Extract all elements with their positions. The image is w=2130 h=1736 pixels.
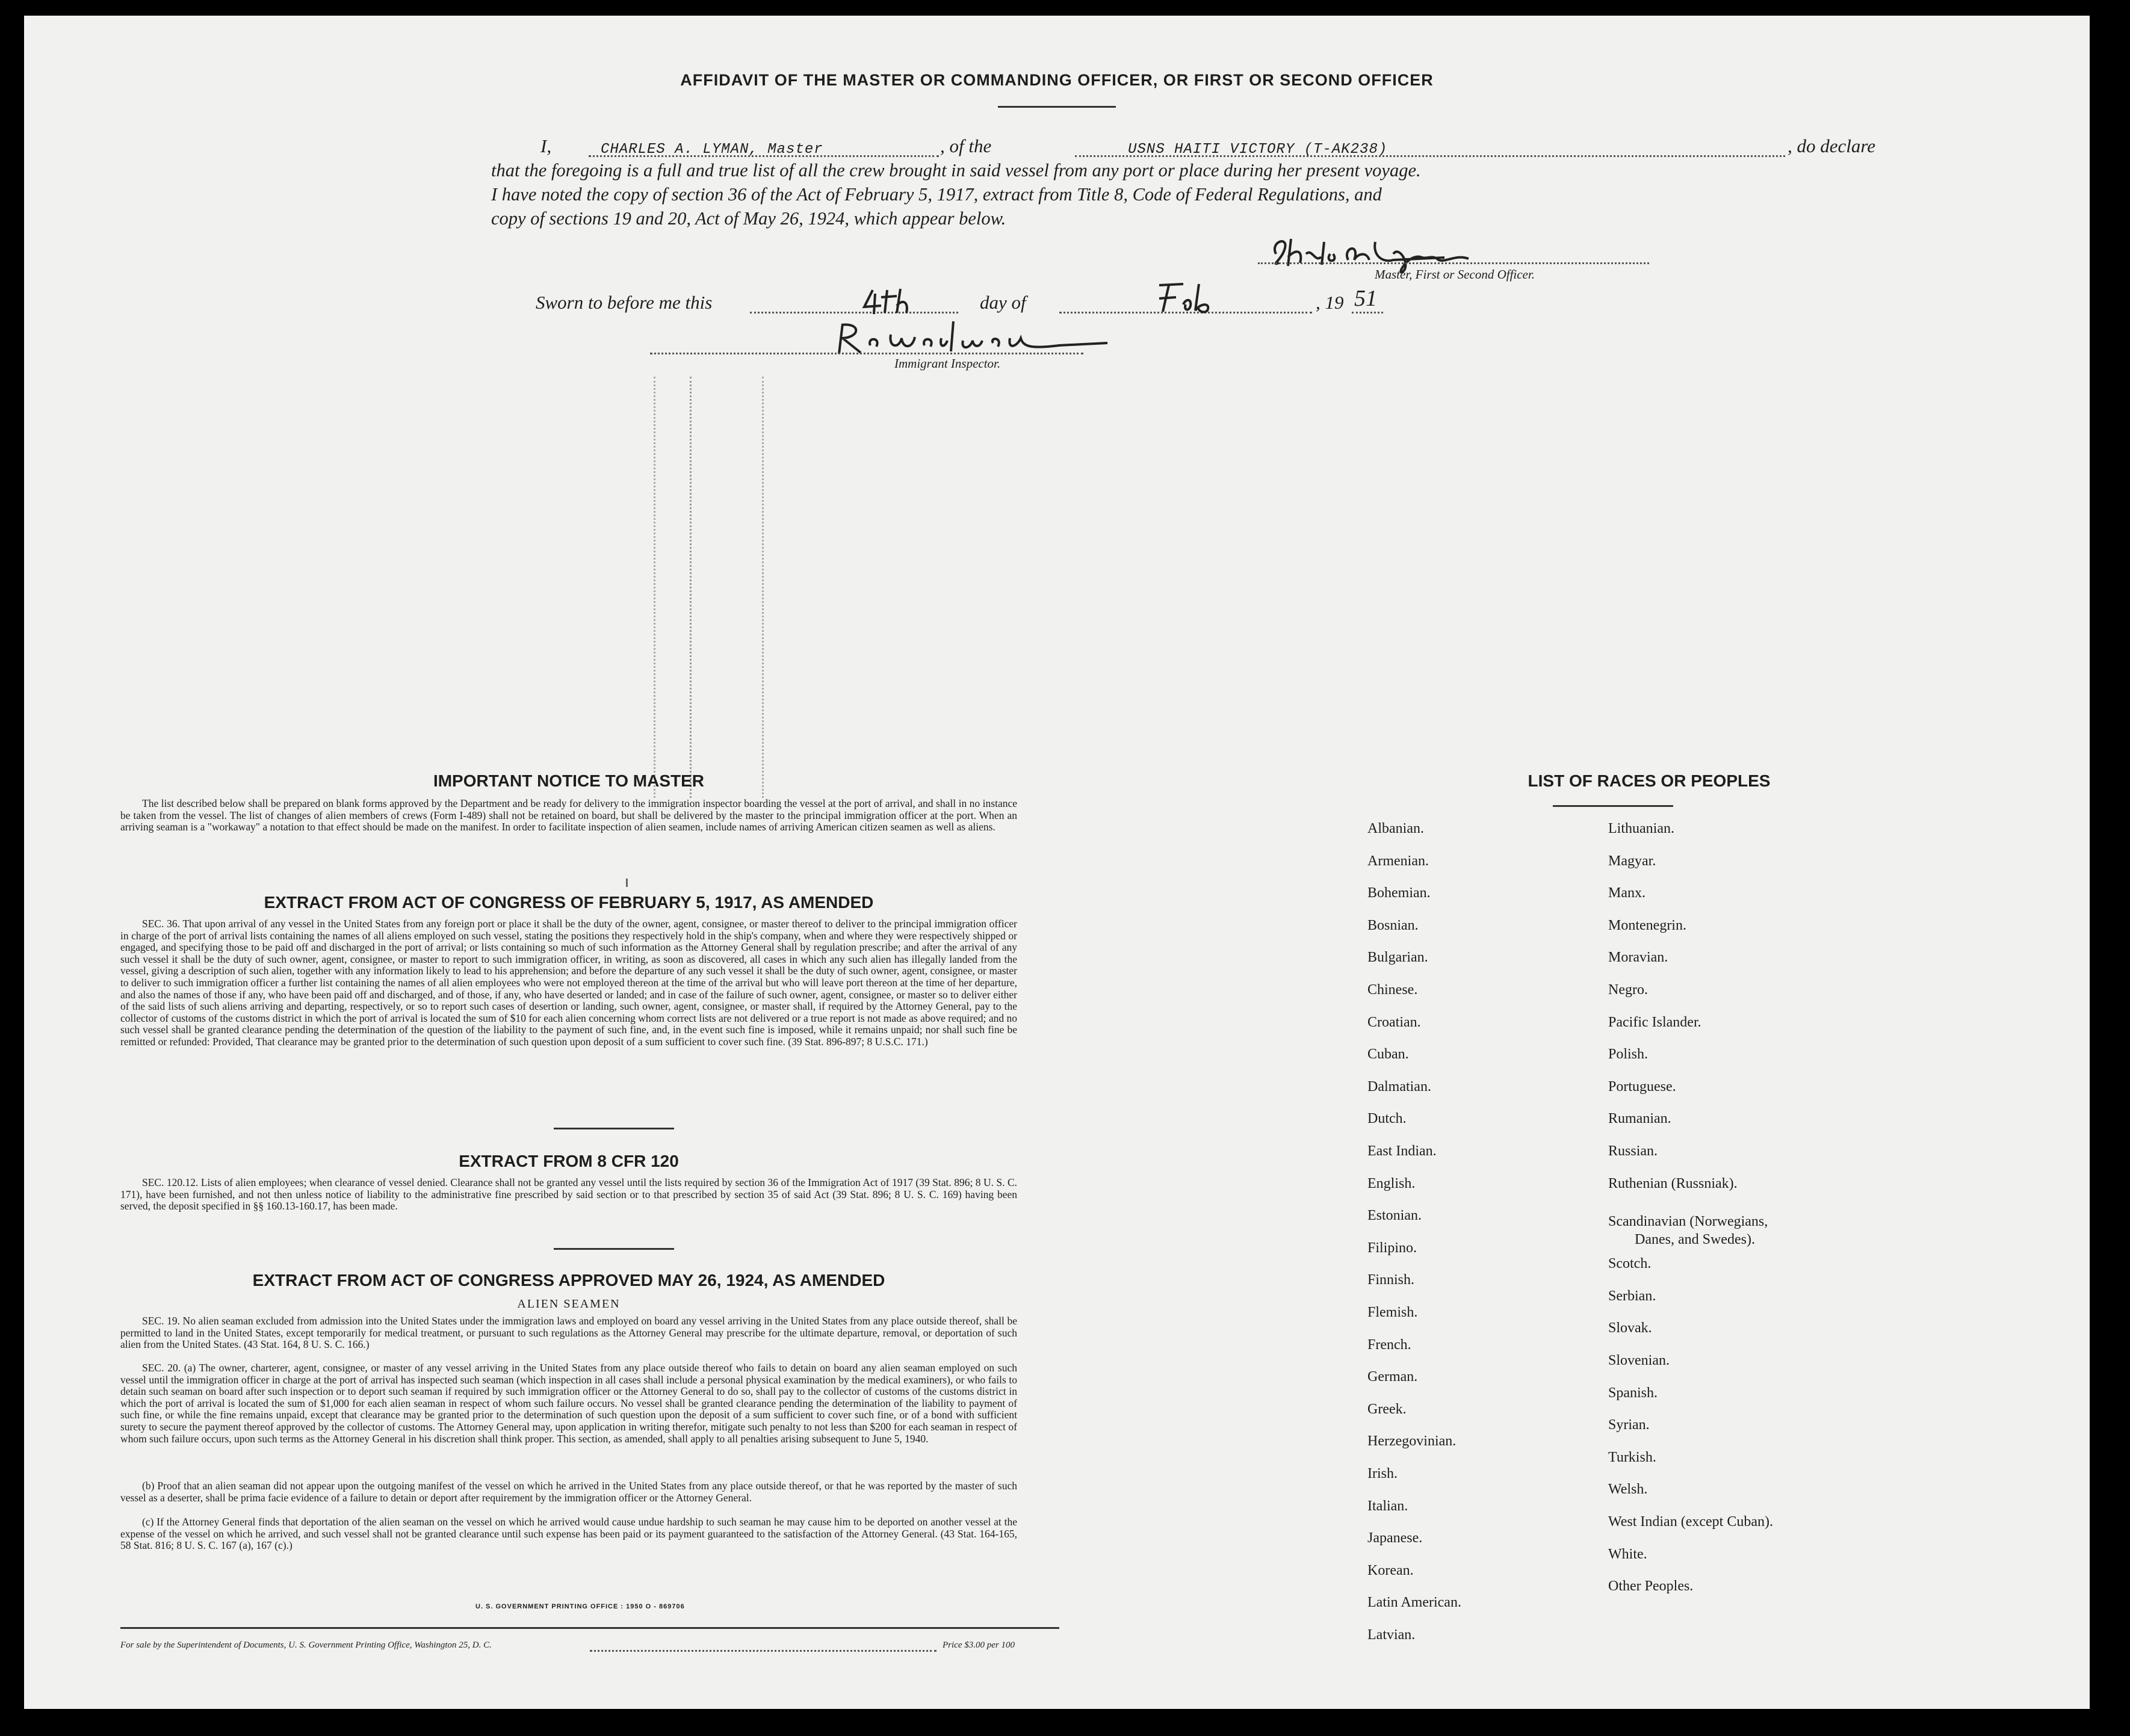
footer-dotted-line [590,1650,937,1652]
race-item: Filipino. [1367,1240,1417,1256]
race-item: Dalmatian. [1367,1078,1431,1095]
race-item: Moravian. [1608,950,1668,966]
officer-caption: Master, First or Second Officer. [1375,267,1535,282]
race-item: East Indian. [1367,1143,1437,1159]
sec-19-body: SEC. 19. No alien seaman excluded from admission into the United States under the immigration laws and employed on board any vessel arriving in the United States from any place outside thereof, shall be permitted to land in the United States, except temporarily for medical treatment, or pursuant to such regulations as the Attorney General may prescribe for the ultimate departure, removal, or deportation of such alien from the United States. (43 Stat. 164, 8 U. S. C. 166.) [120,1315,1017,1351]
sworn-day-of: day of [980,292,1026,313]
race-item: Croatian. [1367,1014,1421,1030]
race-item: White. [1608,1546,1647,1562]
sec-20c-body: (c) If the Attorney General finds that deportation of the alien seaman on the vessel on which he arrived would cause undue hardship to such seaman he may cause him to be deported on another vessel at the expense of the vessel on which he arrived, and such vessel shall not be granted clearance until such expense has been paid or its payment guaranteed to the satisfaction of the Attorney General. (43 Stat. 164-165, 58 Stat. 816; 8 U. S. C. 167 (a), 167 (c).) [120,1516,1017,1552]
race-item: Scandinavian (Norwegians, [1608,1214,1768,1230]
race-item: Bohemian. [1367,885,1431,901]
race-item: Pacific Islander. [1608,1014,1701,1030]
alien-seamen-subtitle: ALIEN SEAMEN [517,1297,621,1311]
race-item: Bulgarian. [1367,950,1428,966]
extract-cfr-body: SEC. 120.12. Lists of alien employees; when clearance of vessel denied. Clearance shall not be granted any vessel until the lists required by section 36 of the Immigration Act of 1917 (39 Stat. 896; 8 U. S. C. 171), have been furnished, and not then unless notice of liability to the administrative fine prescribed by said section or to that prescribed by section 35 of said Act (39 Stat. 896; 8 U. S. C. 169) having been served, the deposit specified in §§ 160.13-160.17, has been made. [120,1176,1017,1212]
race-item: Manx. [1608,885,1645,901]
declaration-line-2: that the foregoing is a full and true list of all the crew brought in said vessel from any port or place during her present voyage. [491,160,1421,181]
race-item: Slovak. [1608,1320,1652,1336]
sworn-month-handwriting [1141,280,1225,317]
race-item: Latvian. [1367,1627,1416,1643]
races-title: LIST OF RACES OR PEOPLES [1528,771,1771,790]
master-name-field[interactable]: CHARLES A. LYMAN, Master [601,141,823,158]
declaration-line-3: I have noted the copy of section 36 of the Act of February 5, 1917, extract from Title 8, Code of Federal Regulations, and [491,184,1382,205]
affidavit-title: AFFIDAVIT OF THE MASTER OR COMMANDING OFFICER, OR FIRST OR SECOND OFFICER [680,71,1434,89]
race-item: Albanian. [1367,821,1424,836]
race-item: Spanish. [1608,1385,1658,1401]
footer-sale-text: For sale by the Superintendent of Documents, U. S. Government Printing Office, Washington 25, D. C. [120,1640,492,1650]
divider [554,1128,674,1129]
race-item: Negro. [1608,982,1648,998]
declaration-line-1 [540,134,1907,160]
footer-rule [120,1627,1059,1629]
guide-marks [654,377,658,798]
sworn-year-prefix: , 19 [1316,292,1344,313]
race-item: Estonian. [1367,1208,1422,1224]
race-item: Welsh. [1608,1481,1648,1498]
inspector-signature-line [650,353,1083,354]
race-item: Dutch. [1367,1111,1407,1127]
footer-price: Price $3.00 per 100 [943,1640,1015,1650]
vessel-name-field[interactable]: USNS HAITI VICTORY (T-AK238) [1128,141,1388,158]
sec-20a-body: SEC. 20. (a) The owner, charterer, agent, consignee, or master of any vessel arriving in the United States from any place outside thereof who fails to detain on board any alien seaman employed on such vessel until the immigration officer in charge at the port of arrival has inspected such seaman (which inspection in all cases shall include a personal physical examination by the medical examiners), or who fails to detain such seaman on board after such inspection or to deport such seaman if required by such immigration officer or the Attorney General to do so, shall pay to the collector of customs of the customs district in which the port of arrival is located the sum of $1,000 for each alien seaman in respect of whom such failure occurs. No vessel shall be granted clearance pending the determination of the liability to payment of such fine, or while the fine remains unpaid, except that clearance may be granted prior to the determination of such question upon the deposit of a sum sufficient to cover such fine, or of a bond with sufficient surety to secure the payment thereof approved by the collector of customs. The Attorney General may, upon application in writing therefor, mitigate such penalty to not less than $200 for each seaman in respect of whom such failure occurs, upon such terms as the Attorney General in his discretion shall think proper. This section, as amended, shall apply to all penalties arising subsequent to June 5, 1940. [120,1362,1017,1445]
race-item: Other Peoples. [1608,1578,1694,1595]
guide-marks [690,377,694,798]
race-item: Bosnian. [1367,917,1419,933]
extract-cfr-title: EXTRACT FROM 8 CFR 120 [459,1152,679,1170]
race-item: Polish. [1608,1046,1649,1063]
document-page [24,16,2090,1709]
divider [554,1248,674,1250]
race-item: Italian. [1367,1498,1408,1514]
race-item: Danes, and Swedes). [1635,1232,1755,1248]
declaration-line-4: copy of sections 19 and 20, Act of May 26, 1924, which appear below. [491,208,1006,229]
tick-mark [626,879,628,887]
race-item: Syrian. [1608,1417,1650,1433]
race-item: French. [1367,1336,1411,1353]
divider [998,106,1116,108]
race-item: Serbian. [1608,1288,1656,1304]
of-the-text: , of the [940,135,992,156]
gpo-imprint: U. S. GOVERNMENT PRINTING OFFICE : 1950 O - 869706 [475,1603,685,1610]
guide-marks [762,377,766,798]
extract-1917-body: SEC. 36. That upon arrival of any vessel in the United States from any foreign port or place it shall be the duty of the owner, agent, consignee, or master thereof to deliver to the principal immigration officer in charge of the port of arrival lists containing the names of all aliens employed on such vessel, stating the positions they respectively hold in the ship's company, when and where they were respectively shipped or engaged, and specifying those to be paid off and discharged in the port of arrival; or lists containing so much of such information as the Attorney General shall by regulation prescribe; and after the arrival of any such vessel it shall be the duty of such owner, agent, consignee, or master to report to such immigration officer, in writing, as soon as discovered, all cases in which any such alien has illegally landed from the vessel, giving a description of such alien, together with any information likely to lead to his apprehension; and before the departure of any such vessel it shall be the duty of such owner, agent, consignee, or master to deliver to such immigration officer a further list containing the names of all alien employees who were not employed thereon at the time of the arrival but who will leave port thereon at the time of her departure, and also the names of those if any, who have been paid off and discharged, and of those, if any, who have deserted or landed; and in case of the failure of such owner, agent, consignee, or master so to deliver either of the said lists of such aliens arriving and departing, respectively, or so to report such cases of desertion or landing, such owner, agent, consignee, or master shall, if required by the Attorney General, pay to the collector of customs of the customs district in which the port of arrival is located the sum of $10 for each alien concerning whom correct lists are not delivered or a true report is not made as above required; and no such vessel shall be granted clearance pending the determination of the question of the liability to the payment of such fine, and, in the event such fine is imposed, while it remains unpaid; nor shall such fine be remitted or refunded: Provided, That clearance may be granted prior to the determination of such question upon deposit of a sum sufficient to cover such fine. (39 Stat. 896-897; 8 U.S.C. 171.) [120,918,1017,1048]
race-item: Turkish. [1608,1449,1656,1465]
race-item: Finnish. [1367,1272,1415,1288]
race-item: German. [1367,1369,1418,1385]
do-declare-text: , do declare [1788,135,1876,156]
race-item: Cuban. [1367,1046,1409,1063]
race-item: Portuguese. [1608,1078,1676,1095]
officer-signature-line [1258,262,1649,264]
race-item: Greek. [1367,1401,1407,1417]
race-item: Armenian. [1367,853,1429,869]
notice-title: IMPORTANT NOTICE TO MASTER [433,771,705,790]
race-item: Herzegovinian. [1367,1433,1457,1450]
race-item: Magyar. [1608,853,1656,869]
sec-20b-body: (b) Proof that an alien seaman did not appear upon the outgoing manifest of the vessel on which he arrived in the United States from any place outside thereof, or that he was reported by the master of such vessel as a deserter, shall be prima facie evidence of a failure to detain or deport after requirement by the immigration officer or the Attorney General. [120,1480,1017,1504]
vessel-dotted-line [1075,155,1785,157]
race-item: English. [1367,1175,1416,1191]
race-item: West Indian (except Cuban). [1608,1514,1773,1530]
race-item: Scotch. [1608,1256,1652,1272]
race-item: Latin American. [1367,1595,1461,1611]
race-item: Korean. [1367,1562,1414,1578]
race-item: Flemish. [1367,1305,1418,1320]
race-item: Ruthenian (Russniak). [1608,1175,1738,1191]
name-dotted-line [589,155,939,157]
race-item: Montenegrin. [1608,917,1686,933]
notice-body: The list described below shall be prepared on blank forms approved by the Department and be ready for delivery to the immigration inspector boarding the vessel at the port of arrival, and shall in no instance be taken from the vessel. The list of changes of alien members of crews (Form I-489) shall not be retained on board, but shall be delivered by the master to the principal immigration officer at the port. When an arriving seaman is a "workaway" a notation to that effect should be made on the manifest. In order to facilitate inspection of alien seamen, include names of arriving American citizen seamen as well as aliens. [120,797,1017,833]
inspector-caption: Immigrant Inspector. [894,356,1001,371]
sworn-year-value: 51 [1354,286,1377,311]
race-item: Lithuanian. [1608,821,1674,836]
extract-1917-title: EXTRACT FROM ACT OF CONGRESS OF FEBRUARY 5, 1917, AS AMENDED [264,893,874,912]
divider [1553,805,1673,807]
race-item: Russian. [1608,1143,1658,1159]
declaration-i: I, [540,135,552,156]
sworn-prefix: Sworn to before me this [536,292,713,313]
race-item: Rumanian. [1608,1111,1671,1127]
year-dotted-line [1352,312,1383,314]
extract-1924-title: EXTRACT FROM ACT OF CONGRESS APPROVED MAY 26, 1924, AS AMENDED [252,1271,885,1290]
race-item: Slovenian. [1608,1353,1670,1368]
race-item: Irish. [1367,1466,1398,1481]
day-dotted-line [750,312,958,314]
race-item: Chinese. [1367,982,1418,998]
race-item: Japanese. [1367,1530,1423,1546]
